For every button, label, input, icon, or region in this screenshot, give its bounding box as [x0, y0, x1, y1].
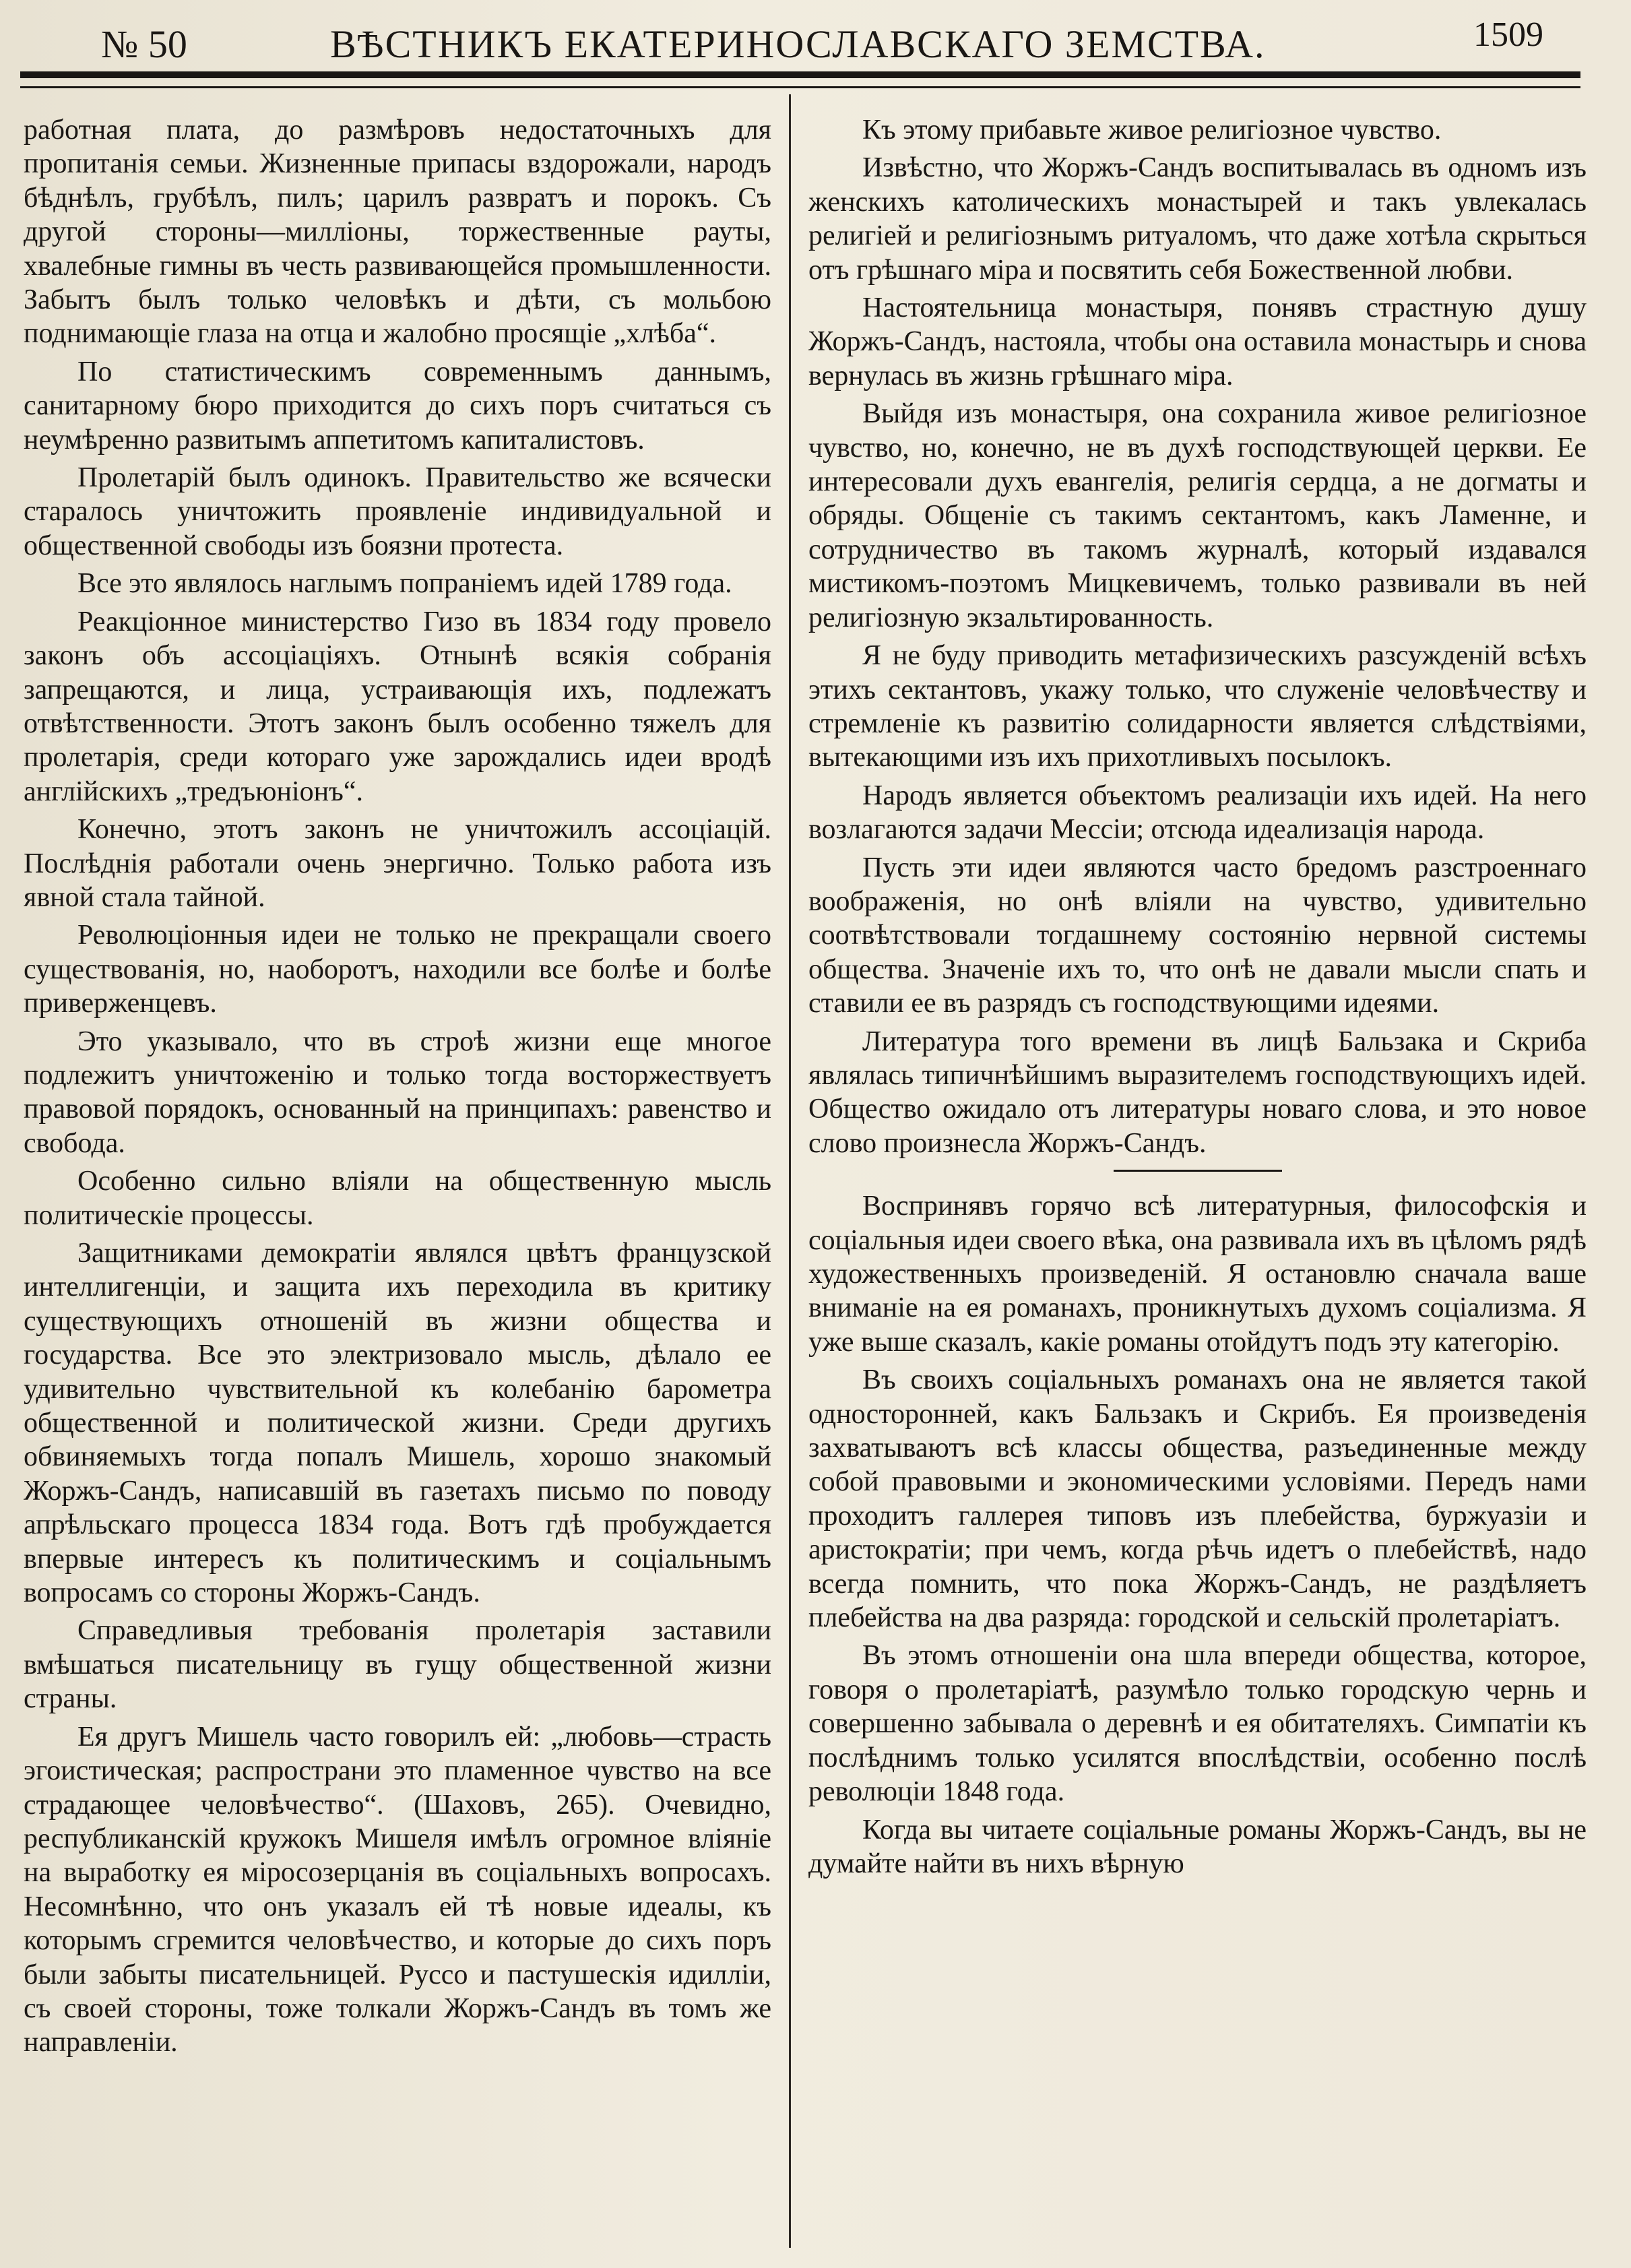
paragraph: Воспринявъ горячо всѣ литературныя, философскія и соціальныя идеи своего вѣка, она развивала ихъ въ цѣломъ рядѣ художественныхъ произведеній. Я остановлю сначала ваше вниманіе на ея романахъ, проникнутыхъ духомъ соціализма. Я уже выше сказалъ, какіе романы отойдутъ подъ эту категорію. [808, 1191, 1587, 1358]
paragraph: Справедливыя требованія пролетарія заставили вмѣшаться писательницу въ гущу общественной жизни страны. [24, 1615, 771, 1715]
section-divider [1114, 1170, 1282, 1172]
paragraph: Реакціонное министерство Гизо въ 1834 году провело законъ объ ассоціаціяхъ. Отнынѣ всякія собранія запрещаются, и лица, устраивающія ихъ, подлежатъ отвѣтственности. Этотъ законъ былъ особенно тяжелъ для пролетарія, среди котораго уже зарождались идеи вродѣ англійскихъ „тредъюніонъ“. [24, 606, 771, 807]
paragraph: Настоятельница монастыря, понявъ страстную душу Жоржъ-Сандъ, настояла, чтобы она оставила монастырь и снова вернулась въ жизнь грѣшнаго міра. [808, 292, 1587, 391]
header-rule-thin [20, 86, 1580, 88]
paragraph: Извѣстно, что Жоржъ-Сандъ воспитывалась въ одномъ изъ женскихъ католическихъ монастырей и такъ увлекалась религіей и религіознымъ ритуаломъ, что даже хотѣла скрыться отъ грѣшнаго міра и посвятить себя Божественной любви. [808, 152, 1587, 286]
paragraph: Защитниками демократіи являлся цвѣтъ французской интеллигенціи, и защита ихъ переходила въ критику существующихъ отношеній въ жизни общества и государства. Все это электризовало мысль, дѣлало ее удивительно чувствительной къ колебанію барометра общественной и политической жизни. Среди другихъ обвиняемыхъ тогда попалъ Мишель, хорошо знакомый Жоржъ-Сандъ, написавшій въ газетахъ письмо по поводу апрѣльскаго процесса 1834 года. Вотъ гдѣ пробуждается впервые интересъ къ политическимъ и соціальнымъ вопросамъ со стороны Жоржъ-Сандъ. [24, 1238, 771, 1609]
paragraph: Въ этомъ отношеніи она шла впереди общества, которое, говоря о пролетаріатѣ, разумѣло только городскую чернь и совершенно забывала о деревнѣ и ея обитателяхъ. Симпатіи къ послѣднимъ только усилятся впослѣдствіи, особенно послѣ революціи 1848 года. [808, 1640, 1587, 1808]
paragraph: Все это являлось наглымъ попраніемъ идей 1789 года. [77, 568, 732, 600]
column-divider [789, 94, 791, 2248]
paragraph: Народъ является объектомъ реализаціи ихъ идей. На него возлагаются задачи Мессіи; отсюда идеализація народа. [808, 780, 1587, 846]
paragraph: По статистическимъ современнымъ даннымъ, санитарному бюро приходится до сихъ поръ считаться съ неумѣренно развитымъ аппетитомъ капиталистовъ. [24, 356, 771, 455]
paragraph: Когда вы читаете соціальные романы Жоржъ-Сандъ, вы не думайте найти въ нихъ вѣрную [808, 1814, 1587, 1879]
page-header [27, 9, 1591, 67]
left-column [24, 113, 771, 2241]
page-number: 1509 [1473, 15, 1543, 54]
right-column [808, 113, 1587, 2241]
publication-title: ВѢСТНИКЪ ЕКАТЕРИНОСЛАВСКАГО ЗЕМСТВА. [330, 22, 1266, 66]
header-rule-thick [20, 71, 1580, 78]
paragraph: Это указывало, что въ строѣ жизни еще многое подлежитъ уничтоженію и только тогда восторжествуетъ правовой порядокъ, основанный на принципахъ: равенство и свобода. [24, 1026, 771, 1159]
paragraph: Къ этому прибавьте живое религіозное чувство. [862, 115, 1442, 146]
paragraph: Ея другъ Мишель часто говорилъ ей: „любовь—страсть эгоистическая; распространи это пламенное чувство на все страдающее человѣчество“. (Шаховъ, 265). Очевидно, республиканскій кружокъ Мишеля имѣлъ огромное вліяніе на выработку ея міросозерцанія въ соціальныхъ вопросахъ. Несомнѣнно, что онъ указалъ ей тѣ новые идеалы, къ которымъ сгремится человѣчество, и которые до сихъ поръ были забыты писательницей. Руссо и пастушескія идилліи, съ своей стороны, тоже толкали Жоржъ-Сандъ въ томъ же направленіи. [24, 1721, 771, 2058]
paragraph: Я не буду приводить метафизическихъ разсужденій всѣхъ этихъ сектантовъ, укажу только, что служеніе человѣчеству и стремленіе къ развитію солидарности является слѣдствіями, вытекающими изъ ихъ прихотливыхъ посылокъ. [808, 640, 1587, 774]
paragraph: Литература того времени въ лицѣ Бальзака и Скриба являлась типичнѣйшимъ выразителемъ господствующихъ идей. Общество ожидало отъ литературы новаго слова, и это новое слово произнесла Жоржъ-Сандъ. [808, 1026, 1587, 1159]
paragraph: работная плата, до размѣровъ недостаточныхъ для пропитанія семьи. Жизненные припасы вздорожали, народъ бѣднѣлъ, грубѣлъ, пилъ; царилъ развратъ и порокъ. Съ другой стороны—милліоны, торжественные рауты, хвалебные гимны въ честь развивающейся промышленности. Забытъ былъ только человѣкъ и дѣти, съ мольбою поднимающіе глаза на отца и жалобно просящіе „хлѣба“. [24, 115, 771, 350]
paragraph: Конечно, этотъ законъ не уничтожилъ ассоціацій. Послѣднія работали очень энергично. Только работа изъ явной стала тайной. [24, 814, 771, 913]
paragraph: Революціонныя идеи не только не прекращали своего существованія, но, наоборотъ, находили все болѣе и болѣе приверженцевъ. [24, 920, 771, 1019]
issue-number: № 50 [101, 22, 187, 66]
paragraph: Пролетарій былъ одинокъ. Правительство же всячески старалось уничтожить проявленіе индивидуальной и общественной свободы изъ боязни протеста. [24, 462, 771, 561]
paragraph: Выйдя изъ монастыря, она сохранила живое религіозное чувство, но, конечно, не въ духѣ господствующей церкви. Ее интересовали духъ евангелія, религія сердца, а не догматы и обряды. Общеніе съ такимъ сектантомъ, какъ Ламенне, и сотрудничество въ такомъ журналѣ, который издавался мистикомъ-поэтомъ Мицкевичемъ, только развивали въ ней религіозную экзальтированность. [808, 398, 1587, 633]
paragraph: Особенно сильно вліяли на общественную мысль политическіе процессы. [24, 1166, 771, 1231]
paragraph: Пусть эти идеи являются часто бредомъ разстроеннаго воображенія, но онѣ вліяли на чувство, удивительно соотвѣтствовали тогдашнему состоянію нервной системы общества. Значеніе ихъ то, что онѣ не давали мысли спать и ставили ее въ разрядъ съ господствующими идеями. [808, 852, 1587, 1019]
paragraph: Въ своихъ соціальныхъ романахъ она не является такой односторонней, какъ Бальзакъ и Скрибъ. Ея произведенія захватываютъ всѣ классы общества, разъединенные между собой правовыми и экономическими условіями. Передъ нами проходитъ галлерея типовъ изъ плебейства, буржуазіи и аристократіи; при чемъ, когда рѣчь идетъ о плебействѣ, надо всегда помнить, что пока Жоржъ-Сандъ, не раздѣляетъ плебейства на два разряда: городской и сельскій пролетаріатъ. [808, 1364, 1587, 1634]
